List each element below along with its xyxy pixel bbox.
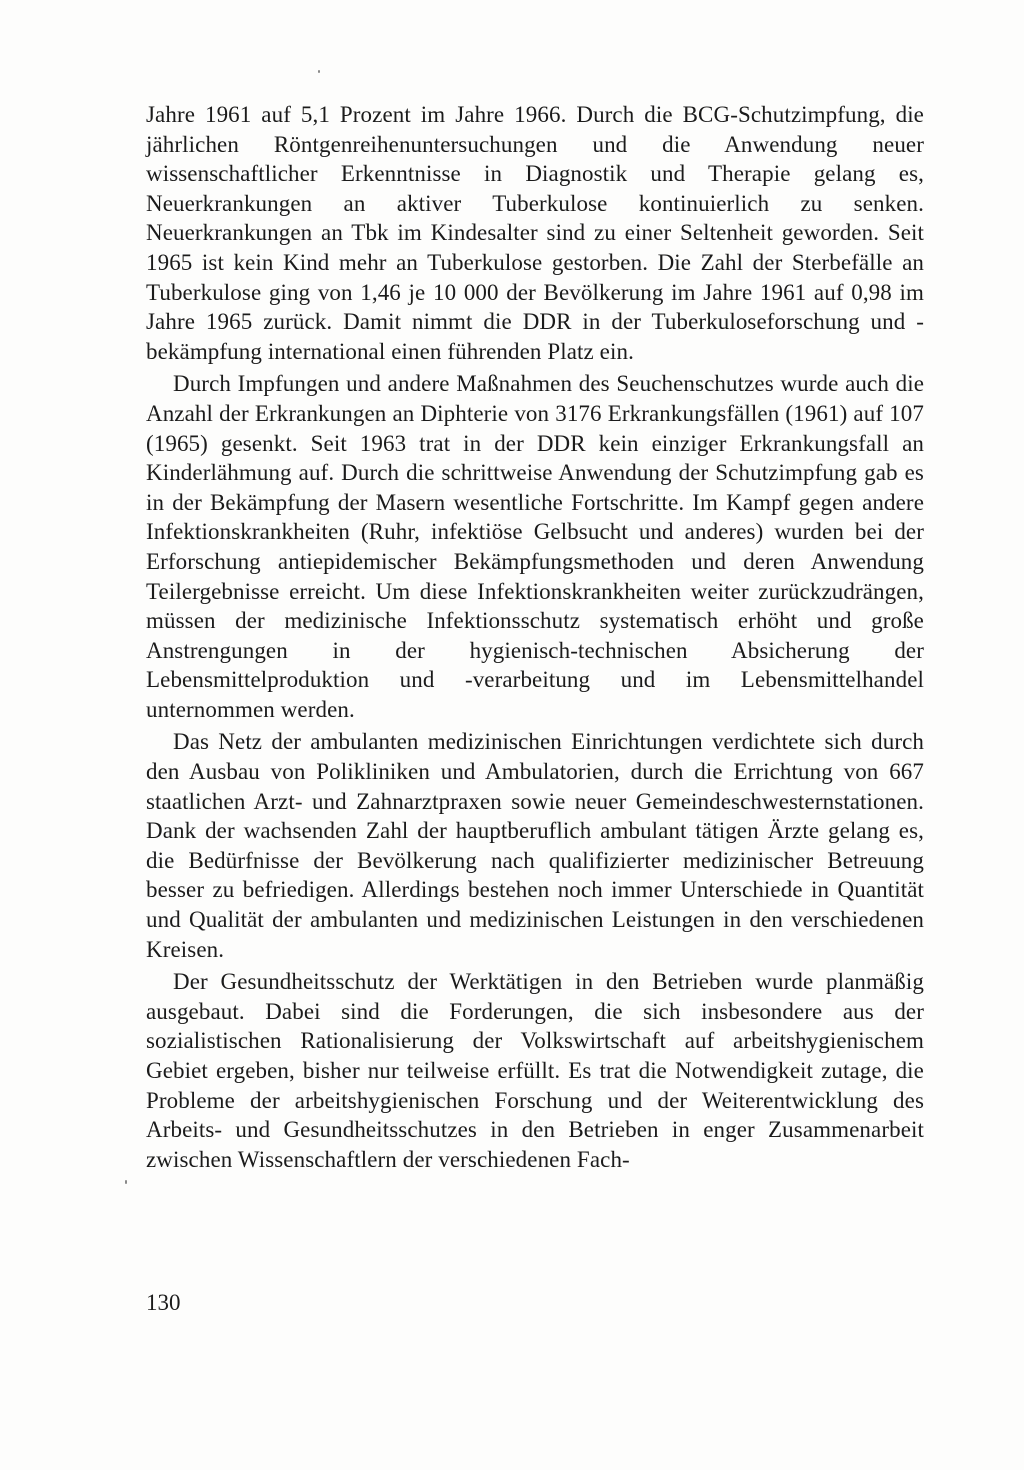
paragraph-tuberculosis: Jahre 1961 auf 5,1 Prozent im Jahre 1966. Durch die BCG-Schutzimpfung, die jährlichen Röntgenreihenuntersuchungen und die Anwendung neuer wissenschaftlicher Erkenntnisse in Diagnostik und Therapie gelang es, Neuerkrankungen an aktiver Tuberkulose kontinuierlich zu senken. Neuerkrankungen an Tbk im Kindesalter sind zu einer Seltenheit geworden. Seit 1965 ist kein Kind mehr an Tuberkulose gestorben. Die Zahl der Sterbefälle an Tuberkulose ging von 1,46 je 10 000 der Bevölkerung im Jahre 1961 auf 0,98 im Jahre 1965 zurück. Damit nimmt die DDR in der Tuberkuloseforschung und -bekämpfung international einen führenden Platz ein. xyxy=(146,102,924,364)
paragraph-epidemic-control: Durch Impfungen und andere Maßnahmen des Seuchenschutzes wurde auch die Anzahl der Erkrankungen an Diphterie von 3176 Erkrankungsfällen (1961) auf 107 (1965) gesenkt. Seit 1963 trat in der DDR kein einziger Erkrankungsfall an Kinderlähmung auf. Durch die schrittweise Anwendung der Schutzimpfung gab es in der Bekämpfung der Masern wesentliche Fortschritte. Im Kampf gegen andere Infektionskrankheiten (Ruhr, infektiöse Gelbsucht und anderes) wurden bei der Erforschung antiepidemischer Bekämpfungsmethoden und deren Anwendung Teilergebnisse erreicht. Um diese Infektionskrankheiten weiter zurückzudrängen, müssen der medizinische Infektionsschutz systematisch erhöht und große Anstrengungen in der hygienisch-technischen Absicherung der Lebensmittelproduktion und -verarbeitung und im Lebensmittelhandel unternommen werden. xyxy=(146,371,924,722)
scan-speck xyxy=(125,1180,127,1184)
scan-speck xyxy=(318,70,320,73)
page-number: 130 xyxy=(146,1290,181,1315)
paragraph-occupational-health: Der Gesundheitsschutz der Werktätigen in den Betrieben wurde planmäßig ausgebaut. Dabei sind die Forderungen, die sich insbesondere aus der sozialistischen Rationalisierung der Volkswirtschaft auf arbeitshygienischem Gebiet ergeben, bisher nur teilweise erfüllt. Es trat die Notwendigkeit zutage, die Probleme der arbeitshygienischen Forschung und der Weiterentwicklung des Arbeits- und Gesundheitsschutzes in den Betrieben in enger Zusammenarbeit zwischen Wissenschaftlern der verschiedenen Fach- xyxy=(146,969,924,1172)
body-text xyxy=(146,100,924,1174)
paragraph-ambulant-care: Das Netz der ambulanten medizinischen Einrichtungen verdichtete sich durch den Ausbau von Polikliniken und Ambulatorien, durch die Errichtung von 667 staatlichen Arzt- und Zahnarztpraxen sowie neuer Gemeindeschwesternstationen. Dank der wachsenden Zahl der hauptberuflich ambulant tätigen Ärzte gelang es, die Bedürfnisse der Bevölkerung nach qualifizierter medizinischer Betreuung besser zu befriedigen. Allerdings bestehen noch immer Unterschiede in Quantität und Qualität der ambulanten und medizinischen Leistungen in den verschiedenen Kreisen. xyxy=(146,729,924,962)
